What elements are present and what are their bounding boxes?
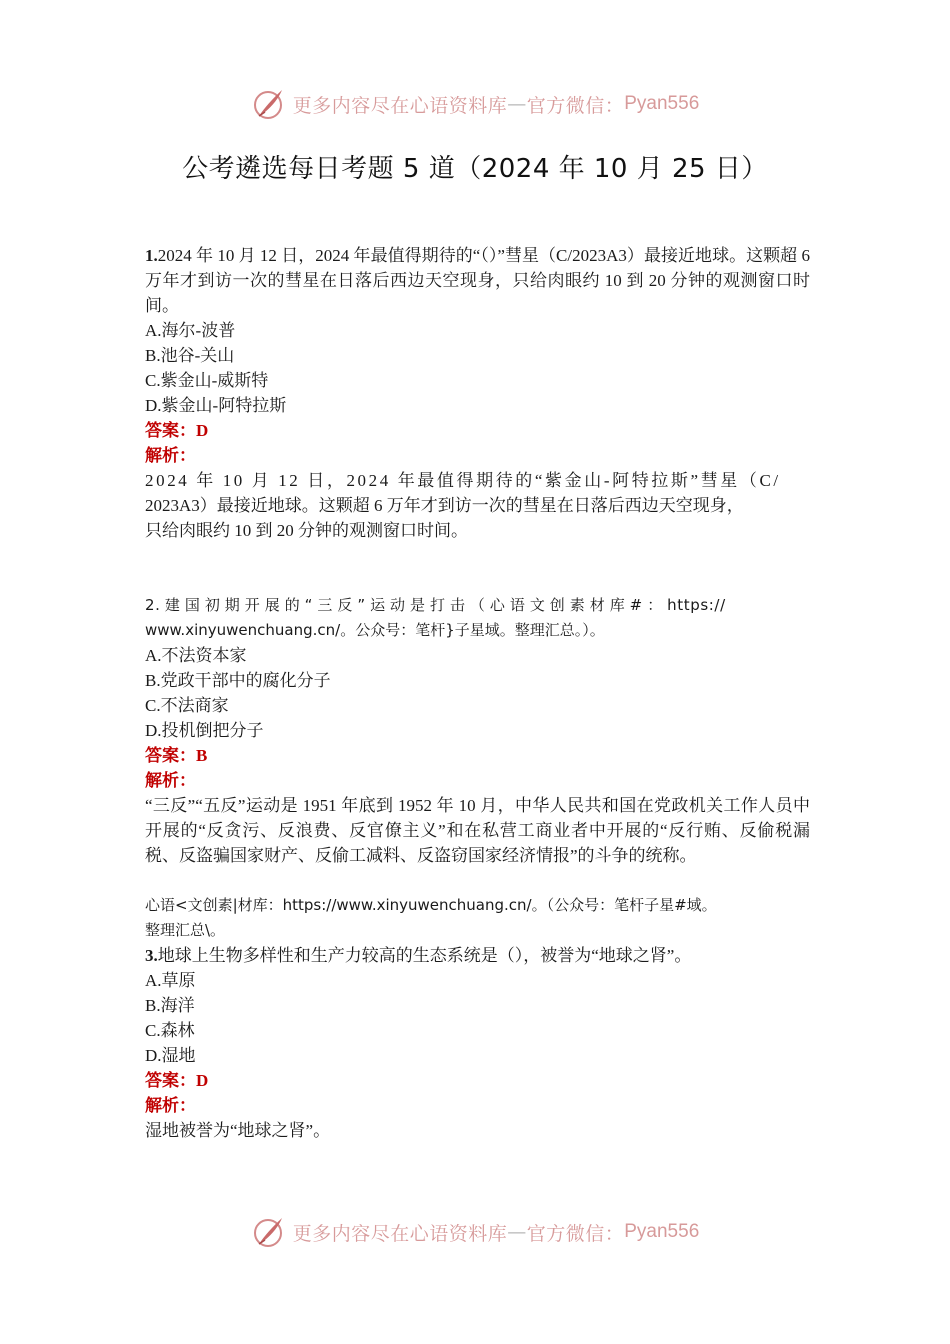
footer-banner: [0, 1212, 950, 1252]
document-body: [145, 243, 810, 1143]
question-2-option-d: D.投机倒把分子: [145, 721, 264, 740]
banner-handle: Pyan556: [624, 1221, 700, 1242]
question-2-analysis: “三反”“五反”运动是 1951 年底到 1952 年 10 月，中华人民共和国在党政机关工作人员中开展的“反贪污、反浪费、反官僚主义”和在私营工商业者中开展的“反行贿、反偷税漏税、反盗骗国家财产、反偷工减料、反盗窃国家经济情报”的斗争的统称。: [145, 796, 810, 865]
question-3-analysis: 湿地被誉为“地球之肾”。: [145, 1121, 331, 1140]
watermark-line-1: 心语<文创素|材库：https://www.xinyuwenchuang.cn/。（公众号：笔杆子星#域。: [145, 896, 717, 914]
question-2-option-c: C.不法商家: [145, 696, 229, 715]
question-3-stem: [145, 943, 810, 968]
question-1-option-d: D.紫金山-阿特拉斯: [145, 396, 287, 415]
question-1-option-b: B.池谷-关山: [145, 346, 235, 365]
banner-separator: —: [507, 1221, 527, 1243]
banner-official: 官方微信：: [526, 1222, 625, 1245]
question-2-stem-line-2: www.xinyuwenchuang.cn/。公众号：笔杆}子星域。整理汇总。）。: [145, 621, 605, 639]
banner-text: 更多内容尽在心语资料库: [292, 94, 508, 117]
question-1-option-a: A.海尔-波普: [145, 321, 236, 340]
question-3-option-c: C.森林: [145, 1021, 195, 1040]
question-3-text: 地球上生物多样性和生产力较高的生态系统是（），被誉为“地球之肾”。: [157, 946, 692, 965]
banner-handle: Pyan556: [624, 93, 700, 114]
question-1-analysis-line-1: 2024 年 10 月 12 日，2024 年最值得期待的“紫金山-阿特拉斯”彗星（C/: [145, 471, 781, 490]
banner-text: 更多内容尽在心语资料库: [292, 1222, 508, 1245]
banner-official: 官方微信：: [526, 94, 625, 117]
question-3-option-a: A.草原: [145, 971, 196, 990]
question-2-stem-line-1: 2. 建 国 初 期 开 展 的 “ 三 反 ” 运 动 是 打 击 （ 心 语 文 创 素 材 库 # ： https://: [145, 596, 726, 614]
question-2-option-a: A.不法资本家: [145, 646, 247, 665]
quill-pen-logo-icon: [251, 1214, 287, 1250]
question-3-analysis-label: 解析：: [145, 1096, 196, 1115]
question-1-stem: [145, 243, 810, 318]
question-3-number: 3.: [145, 946, 158, 965]
watermark-line-2: 整理汇总\。: [145, 921, 226, 939]
quill-pen-logo-icon: [251, 86, 287, 122]
header-banner: [0, 84, 950, 124]
question-1-analysis-line-2: 2023A3）最接近地球。这颗超 6 万年才到访一次的彗星在日落后西边天空现身，: [145, 496, 744, 515]
question-1-analysis-line-3: 只给肉眼约 10 到 20 分钟的观测窗口时间。: [145, 521, 468, 540]
spacer: [145, 543, 810, 593]
banner-separator: —: [507, 93, 527, 115]
question-3-answer: 答案：D: [145, 1071, 209, 1090]
question-2-answer: 答案：B: [145, 746, 208, 765]
spacer: [145, 868, 810, 893]
question-1-analysis-label: 解析：: [145, 446, 196, 465]
question-3-option-d: D.湿地: [145, 1046, 196, 1065]
question-1-option-c: C.紫金山-威斯特: [145, 371, 269, 390]
question-1-text: 2024 年 10 月 12 日，2024 年最值得期待的“（）”彗星（C/2023A3）最接近地球。这颗超 6 万年才到访一次的彗星在日落后西边天空现身，只给肉眼约 10 到 20 分钟的观测窗口时间。: [145, 246, 810, 315]
page-title: 公考遴选每日考题 5 道（2024 年 10 月 25 日）: [182, 154, 768, 184]
question-1-answer: 答案：D: [145, 421, 209, 440]
question-2-analysis-label: 解析：: [145, 771, 196, 790]
question-2-option-b: B.党政干部中的腐化分子: [145, 671, 331, 690]
question-1-number: 1.: [145, 246, 158, 265]
question-3-option-b: B.海洋: [145, 996, 195, 1015]
